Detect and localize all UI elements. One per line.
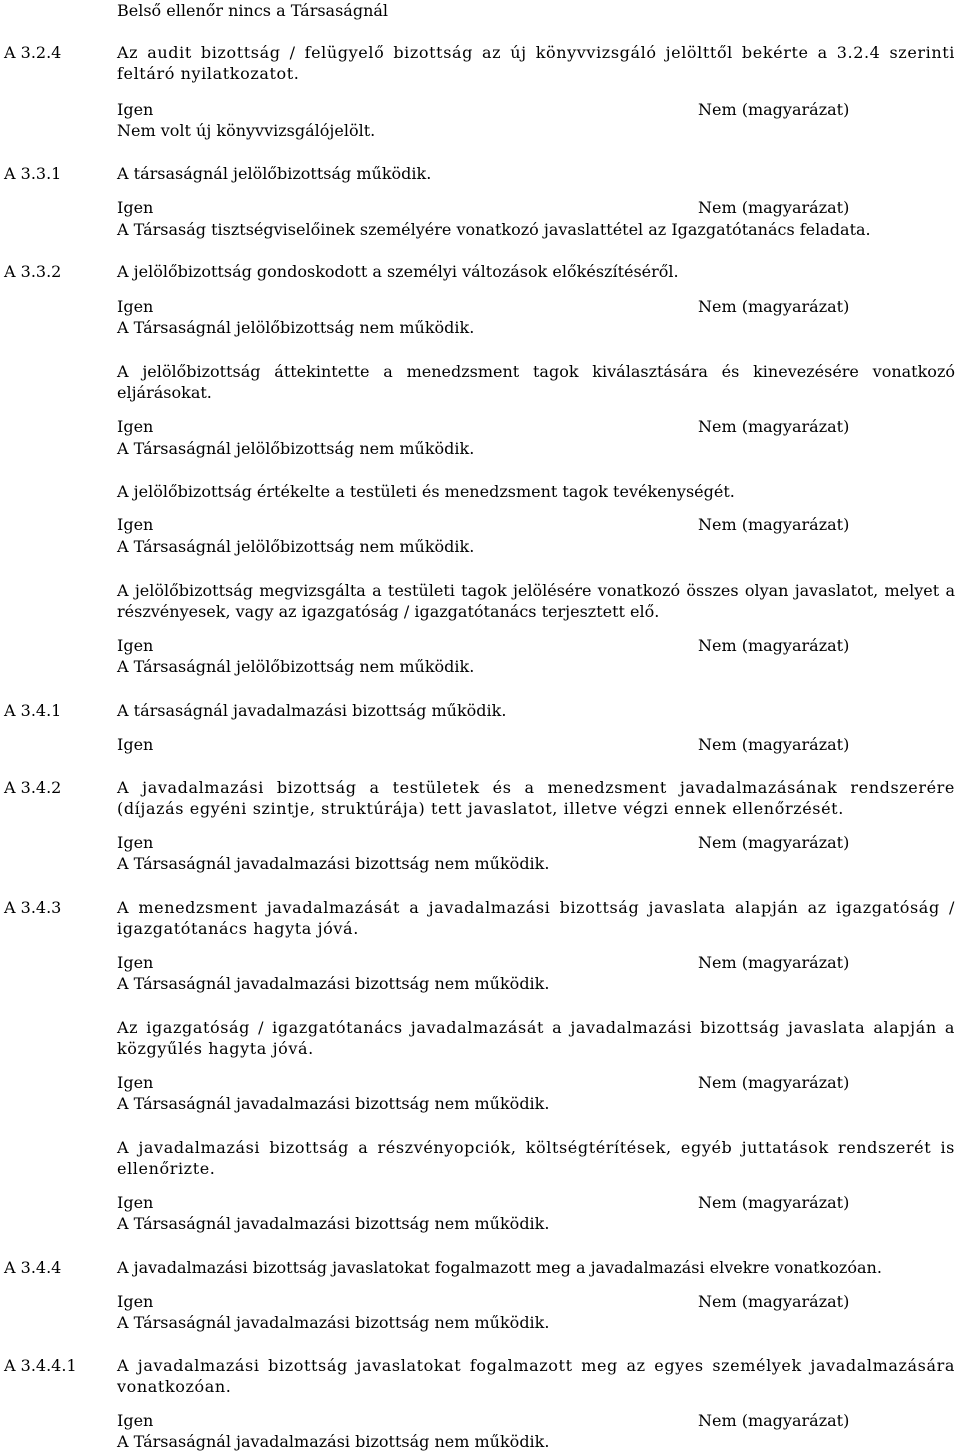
answer-no-explanation: Nem (magyarázat) (698, 1411, 850, 1430)
section-question: Az igazgatóság / igazgatótanács javadalmazását a javadalmazási bizottság javaslata alapján a közgyűlés hagyta jóvá. (117, 1018, 955, 1058)
answer-no-explanation: Nem (magyarázat) (698, 735, 850, 754)
section-note: A Társaság tisztségviselőinek személyére vonatkozó javaslattétel az Igazgatótanács feladata. (117, 220, 871, 239)
section-question: A jelölőbizottság megvizsgálta a testületi tagok jelölésére vonatkozó összes olyan javaslatot, melyet a részvényesek, vagy az igazgatóság / igazgatótanács terjesztett elő. (117, 581, 955, 621)
section-question: A menedzsment javadalmazását a javadalmazási bizottság javaslata alapján az igazgatóság / igazgatótanács hagyta jóvá. (117, 898, 955, 938)
section-code: A 3.4.4 (4, 1258, 62, 1277)
section-note: A Társaságnál javadalmazási bizottság nem működik. (117, 1313, 550, 1332)
answer-row (117, 99, 955, 120)
answer-yes: Igen (117, 1193, 154, 1212)
section-code: A 3.4.4.1 (4, 1356, 77, 1375)
answer-row (117, 296, 955, 317)
answer-row (117, 1072, 955, 1093)
answer-no-explanation: Nem (magyarázat) (698, 1073, 850, 1092)
section-code: A 3.2.4 (4, 43, 62, 62)
section-question: A javadalmazási bizottság javaslatokat fogalmazott meg az egyes személyek javadalmazására vonatkozóan. (117, 1356, 955, 1396)
answer-no-explanation: Nem (magyarázat) (698, 198, 850, 217)
answer-yes: Igen (117, 198, 154, 217)
section-note: A Társaságnál jelölőbizottság nem működik. (117, 537, 475, 556)
answer-row (117, 416, 955, 437)
section-note: A Társaságnál jelölőbizottság nem működik. (117, 657, 475, 676)
answer-yes: Igen (117, 953, 154, 972)
section-note: A Társaságnál javadalmazási bizottság nem működik. (117, 1094, 550, 1113)
section-code: A 3.4.3 (4, 898, 62, 917)
answer-row (117, 1192, 955, 1213)
section-question: A jelölőbizottság gondoskodott a személyi változások előkészítéséről. (117, 262, 679, 281)
answer-no-explanation: Nem (magyarázat) (698, 636, 850, 655)
answer-yes: Igen (117, 1073, 154, 1092)
answer-yes: Igen (117, 297, 154, 316)
answer-yes: Igen (117, 100, 154, 119)
answer-yes: Igen (117, 417, 154, 436)
section-code: A 3.3.1 (4, 164, 62, 183)
section-question: Az audit bizottság / felügyelő bizottság az új könyvvizsgáló jelölttől bekérte a 3.2.4 szerinti feltáró nyilatkozatot. (117, 43, 955, 83)
answer-row (117, 1291, 955, 1312)
answer-row (117, 734, 955, 755)
section-code: A 3.3.2 (4, 262, 62, 281)
answer-no-explanation: Nem (magyarázat) (698, 953, 850, 972)
answer-row (117, 197, 955, 218)
answer-no-explanation: Nem (magyarázat) (698, 1292, 850, 1311)
section-code: A 3.4.1 (4, 701, 62, 720)
answer-row (117, 832, 955, 853)
answer-no-explanation: Nem (magyarázat) (698, 1193, 850, 1212)
answer-row (117, 1410, 955, 1431)
answer-yes: Igen (117, 833, 154, 852)
section-question: A javadalmazási bizottság javaslatokat fogalmazott meg a javadalmazási elvekre vonatkozóan. (117, 1258, 882, 1277)
section-question: A társaságnál jelölőbizottság működik. (117, 164, 432, 183)
section-note: A Társaságnál javadalmazási bizottság nem működik. (117, 1432, 550, 1451)
section-note: A Társaságnál javadalmazási bizottság nem működik. (117, 854, 550, 873)
section-note: A Társaságnál jelölőbizottság nem működik. (117, 318, 475, 337)
answer-row (117, 514, 955, 535)
answer-yes: Igen (117, 515, 154, 534)
answer-no-explanation: Nem (magyarázat) (698, 417, 850, 436)
answer-no-explanation: Nem (magyarázat) (698, 833, 850, 852)
answer-no-explanation: Nem (magyarázat) (698, 297, 850, 316)
section-note: Nem volt új könyvvizsgálójelölt. (117, 121, 376, 140)
section-question: A javadalmazási bizottság a testületek és a menedzsment javadalmazásának rendszerére (díjazás egyéni szintje, struktúrája) tett javaslatot, illetve végzi ennek ellenőrzését. (117, 778, 955, 818)
answer-no-explanation: Nem (magyarázat) (698, 100, 850, 119)
answer-yes: Igen (117, 1411, 154, 1430)
section-question: A jelölőbizottság értékelte a testületi és menedzsment tagok tevékenységét. (117, 482, 735, 501)
header-line: Belső ellenőr nincs a Társaságnál (117, 1, 389, 20)
answer-row (117, 952, 955, 973)
section-note: A Társaságnál javadalmazási bizottság nem működik. (117, 1214, 550, 1233)
answer-yes: Igen (117, 1292, 154, 1311)
answer-no-explanation: Nem (magyarázat) (698, 515, 850, 534)
answer-yes: Igen (117, 735, 154, 754)
section-question: A társaságnál javadalmazási bizottság működik. (117, 701, 507, 720)
section-question: A javadalmazási bizottság a részvényopciók, költségtérítések, egyéb juttatások rendszerét is ellenőrizte. (117, 1138, 955, 1178)
section-note: A Társaságnál javadalmazási bizottság nem működik. (117, 974, 550, 993)
answer-row (117, 635, 955, 656)
section-question: A jelölőbizottság áttekintette a menedzsment tagok kiválasztására és kinevezésére vonatkozó eljárásokat. (117, 362, 955, 402)
section-code: A 3.4.2 (4, 778, 62, 797)
answer-yes: Igen (117, 636, 154, 655)
section-note: A Társaságnál jelölőbizottság nem működik. (117, 439, 475, 458)
